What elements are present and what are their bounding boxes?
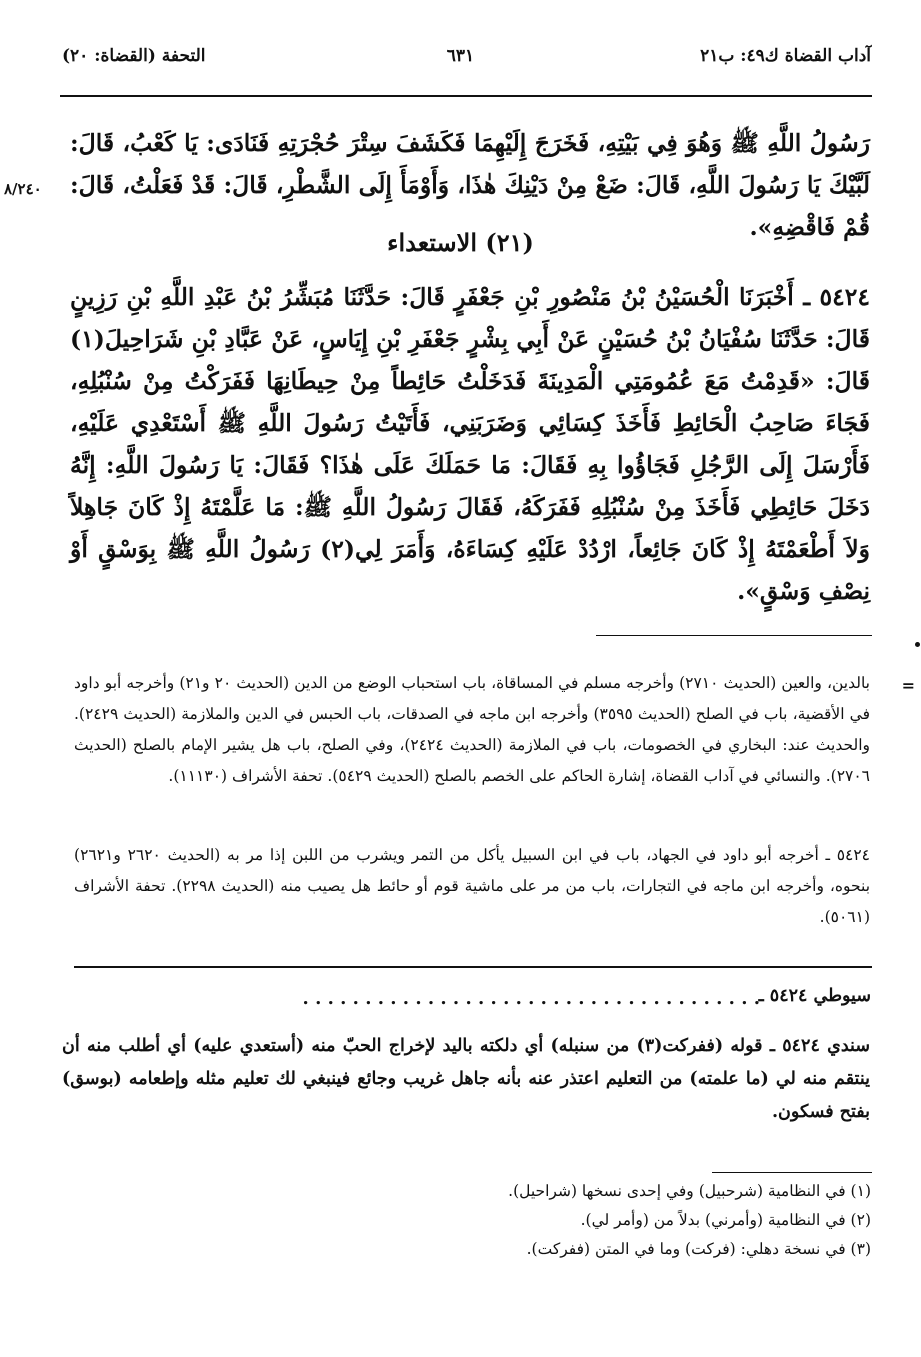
commentary-rule [74,966,872,968]
footnote-3: (٣) في نسخة دهلي: (فركت) وما في المتن (ففركت). [526,1240,871,1258]
notes-separator [596,635,872,636]
header-tuhfa-ref: التحفة (القضاة: ٢٠) [62,46,206,66]
takhrij-note-5424: ٥٤٢٤ ـ أخرجه أبو داود في الجهاد، باب في ابن السبيل يأكل من التمر ويشرب من اللبن إذا مر به (الحديث ٢٦٢٠ و٢٦٢١) بنحوه، وأخرجه ابن ماجه في التجارات، باب من مر على ماشية قوم أو حائط هل يصيب منه (الحديث ٢٢٩٨). تحفة الأشراف (٥٠٦١). [74,846,871,926]
footnote-2: (٢) في النظامية (وأمرني) بدلاً من (وأمر لي). [580,1211,871,1229]
margin-dot [915,642,920,647]
margin-reference: ٨/٢٤٠ [4,180,42,198]
header-book-chapter: آداب القضاة ك٤٩: ب٢١ [700,46,871,66]
footnote-rule [712,1172,872,1173]
continuation-marker: = [901,676,915,695]
hadith-continuation: رَسُولُ اللَّهِ ﷺ وَهُوَ فِي بَيْتِهِ، فَخَرَجَ إِلَيْهِمَا فَكَشَفَ سِتْرَ حُجْرَتِهِ فَنَادَى: يَا كَعْبُ، قَالَ: لَبَّيْكَ يَا رَسُولَ اللَّهِ، قَالَ: ضَعْ مِنْ دَيْنِكَ هٰذَا، وَأَوْمَأَ إِلَى الشَّطْرِ، قَالَ: قَدْ فَعَلْتُ، قَالَ: قُمْ فَاقْضِهِ». [70,129,870,241]
suyuti-label: سيوطي ٥٤٢٤ ـ [758,986,871,1006]
header-rule [60,95,872,97]
hadith-5424: ٥٤٢٤ ـ أَخْبَرَنَا الْحُسَيْنُ بْنُ مَنْصُورِ بْنِ جَعْفَرٍ قَالَ: حَدَّثَنَا مُبَشِّرُ بْنُ عَبْدِ اللَّهِ بْنِ رَزِينٍ قَالَ: حَدَّثَنَا سُفْيَانُ بْنُ حُسَيْنٍ عَنْ أَبِي بِشْرٍ جَعْفَرِ بْنِ إِيَاسٍ، عَنْ عَبَّادِ بْنِ شَرَاحِيلَ(١) قَالَ: «قَدِمْتُ مَعَ عُمُومَتِي الْمَدِينَةَ فَدَخَلْتُ حَائِطاً مِنْ حِيطَانِهَا فَفَرَكْتُ مِنْ سُنْبُلِهِ، فَجَاءَ صَاحِبُ الْحَائِطِ فَأَخَذَ كِسَائِي وَضَرَبَنِي، فَأَتَيْتُ رَسُولَ اللَّهِ ﷺ أَسْتَعْدِي عَلَيْهِ، فَأَرْسَلَ إِلَى الرَّجُلِ فَجَاؤُوا بِهِ فَقَالَ: مَا حَمَلَكَ عَلَى هٰذَا؟ فَقَالَ: يَا رَسُولَ اللَّهِ: إِنَّهُ دَخَلَ حَائِطِي فَأَخَذَ مِنْ سُنْبُلِهِ فَفَرَكَهُ، فَقَالَ رَسُولُ اللَّهِ ﷺ: مَا عَلَّمْتَهُ إِذْ كَانَ جَاهِلاً وَلاَ أَطْعَمْتَهُ إِذْ كَانَ جَائِعاً، ارْدُدْ عَلَيْهِ كِسَاءَهُ، وَأَمَرَ لِي(٢) رَسُولُ اللَّهِ ﷺ بِوَسْقٍ أَوْ نِصْفِ وَسْقٍ». [70,283,870,605]
takhrij-note-continued: بالدين، والعين (الحديث ٢٧١٠) وأخرجه مسلم في المساقاة، باب استحباب الوضع من الدين (الحديث ٢٠ و٢١) وأخرجه أبو داود في الأقضية، باب في الصلح (الحديث ٣٥٩٥) وأخرجه ابن ماجه في الصدقات، باب الحبس في الدين والملازمة (الحديث ٢٤٢٩). والحديث عند: البخاري في الخصومات، باب في الملازمة (الحديث ٢٤٢٤)، وفي الصلح، باب هل يشير الإمام بالصلح (الحديث ٢٧٠٦). والنسائي في آداب القضاة، إشارة الحاكم على الخصم بالصلح (الحديث ٥٤٢٩). تحفة الأشراف (١١١٣٠). [74,674,871,785]
page-number: ٦٣١ [446,46,475,66]
footnote-1: (١) في النظامية (شرحبيل) وفي إحدى نسخها (شراحيل). [508,1182,871,1200]
chapter-heading: (٢١) الاستعداء [387,228,534,257]
sindi-commentary: سندي ٥٤٢٤ ـ قوله (ففركت(٣) من سنبله) أي دلكته باليد لإخراج الحبّ منه (أستعدي عليه) أي أطلب منه أن ينتقم منه لي (ما علمته) من التعليم اعتذر عنه بأنه جاهل غريب وجائع فينبغي لك تعليم مثله وإطعامه (بوسق) بفتح فسكون. [62,1036,870,1122]
suyuti-dots: . . . . . . . . . . . . . . . . . . . . . . . . . . . . . . . . . . . . . [302,988,760,1009]
